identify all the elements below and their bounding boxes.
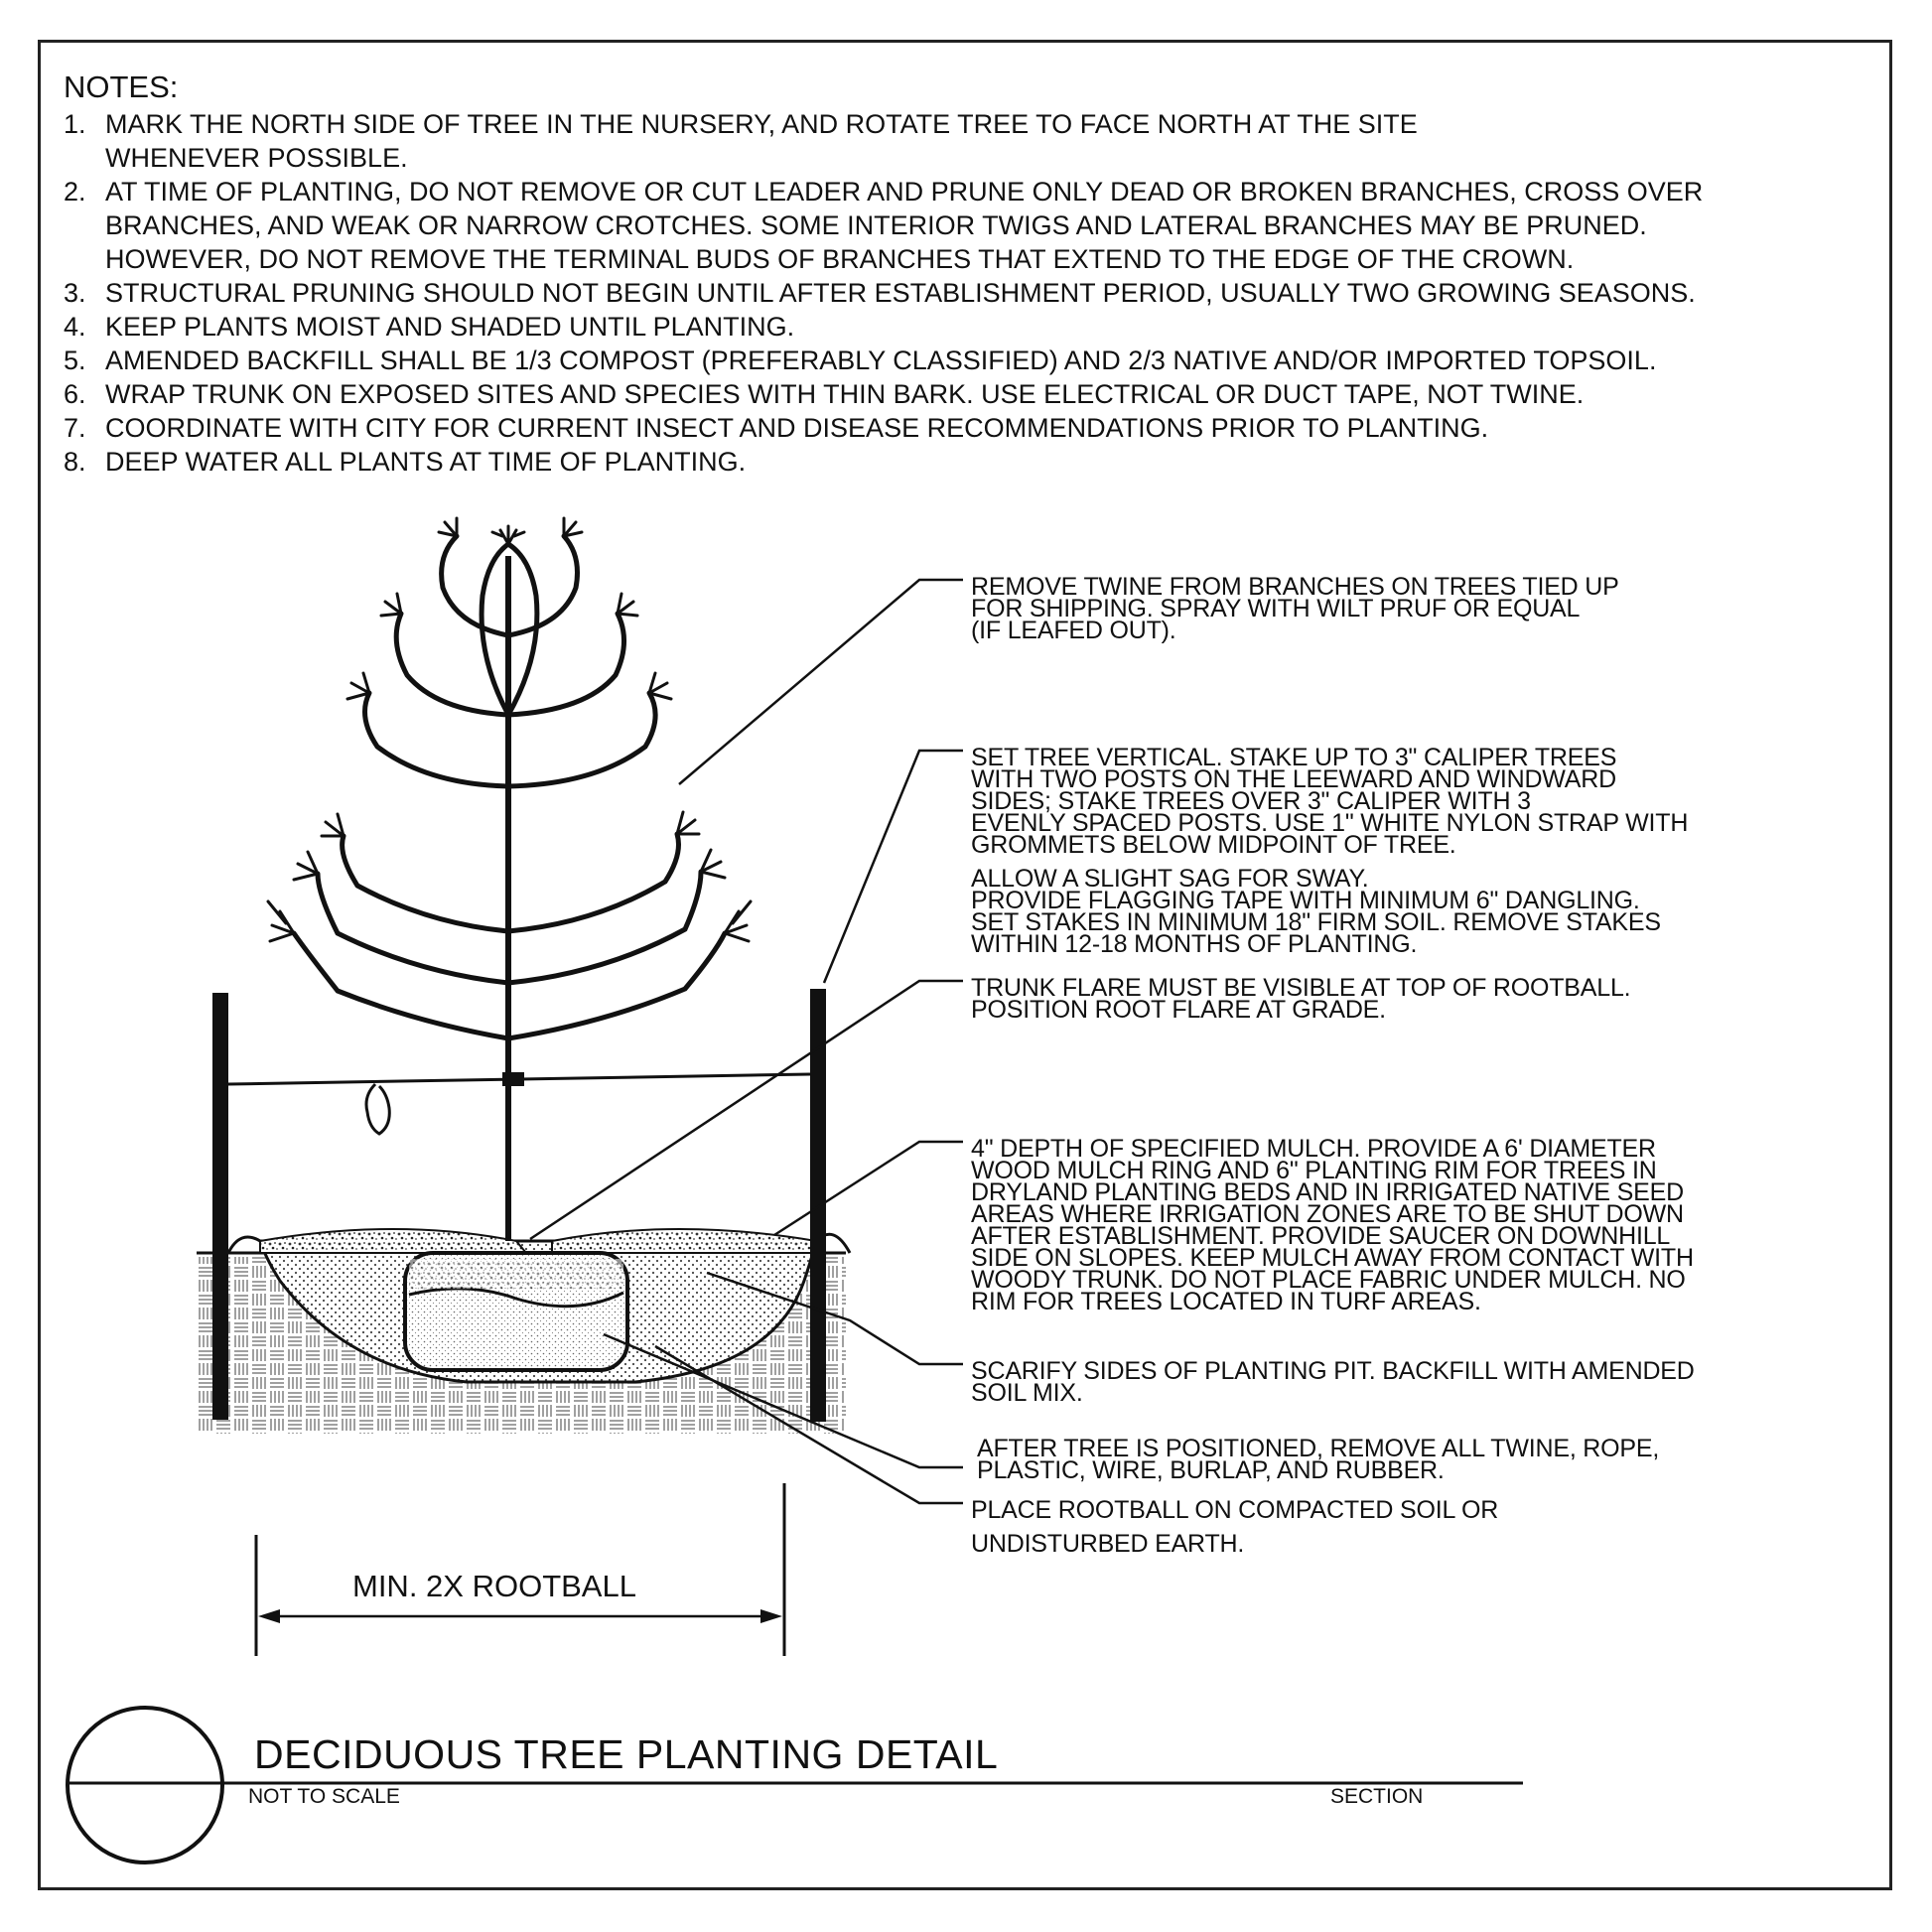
- callout-remove-twine: REMOVE TWINE FROM BRANCHES ON TREES TIED UP FOR SHIPPING. SPRAY WITH WILT PRUF OR EQUAL (IF LEAFED OUT).: [971, 573, 1619, 644]
- callout-set-tree-vertical: SET TREE VERTICAL. STAKE UP TO 3" CALIPER TREES WITH TWO POSTS ON THE LEEWARD AND WINDWARD SIDES; STAKE TREES OVER 3" CALIPER WITH 3 EVENLY SPACED POSTS. USE 1" WHITE NYLON STRAP WITH GROMMETS BELOW MIDPOINT OF TREE.: [971, 744, 1689, 859]
- note-text: STRUCTURAL PRUNING SHOULD NOT BEGIN UNTIL AFTER ESTABLISHMENT PERIOD, USUALLY TWO GROWING SEASONS.: [105, 278, 1696, 308]
- note-number: 7.: [64, 413, 86, 443]
- note-text: DEEP WATER ALL PLANTS AT TIME OF PLANTING.: [105, 447, 747, 477]
- rootball-flare-zone: [409, 1259, 623, 1289]
- drawing-title: DECIDUOUS TREE PLANTING DETAIL: [254, 1731, 999, 1777]
- note-number: 4.: [64, 312, 86, 342]
- stake-right: [810, 989, 826, 1422]
- dimension-label: MIN. 2X ROOTBALL: [352, 1569, 636, 1603]
- note-number: 1.: [64, 109, 86, 139]
- stake-left: [212, 993, 228, 1420]
- planting-rim-left: [228, 1237, 260, 1253]
- dimension-arrow-left: [258, 1609, 280, 1623]
- note-text: AMENDED BACKFILL SHALL BE 1/3 COMPOST (PREFERABLY CLASSIFIED) AND 2/3 NATIVE AND/OR IMPORTED TOPSOIL.: [105, 345, 1657, 375]
- note-text: AT TIME OF PLANTING, DO NOT REMOVE OR CUT LEADER AND PRUNE ONLY DEAD OR BROKEN BRANCHES, CROSS OVER BRANCHES, AND WEAK OR NARROW CROTCHES. SOME INTERIOR TWIGS AND LATERAL BRANCHES MAY BE PRUNED. HOWEVER, DO NOT REMOVE THE TERMINAL BUDS OF BRANCHES THAT EXTEND TO THE EDGE OF THE CROWN.: [105, 177, 1704, 274]
- callout-slight-sag: ALLOW A SLIGHT SAG FOR SWAY. PROVIDE FLAGGING TAPE WITH MINIMUM 6" DANGLING. SET STAKES IN MINIMUM 18" FIRM SOIL. REMOVE STAKES WITHIN 12-18 MONTHS OF PLANTING.: [971, 865, 1661, 958]
- note-number: 8.: [64, 447, 86, 477]
- note-number: 6.: [64, 379, 86, 409]
- view-type-label: SECTION: [1330, 1785, 1424, 1808]
- note-number: 2.: [64, 177, 86, 207]
- callout-mulch: 4" DEPTH OF SPECIFIED MULCH. PROVIDE A 6' DIAMETER WOOD MULCH RING AND 6" PLANTING RIM FOR TREES IN DRYLAND PLANTING BEDS AND IN IRRIGATED NATIVE SEED AREAS WHERE IRRIGATION ZONES ARE TO BE SHUT DOWN AFTER ESTABLISHMENT. PROVIDE SAUCER ON DOWNHILL SIDE ON SLOPES. KEEP MULCH AWAY FROM CONTACT WITH WOODY TRUNK. DO NOT PLACE FABRIC UNDER MULCH. NO RIM FOR TREES LOCATED IN TURF AREAS.: [971, 1135, 1694, 1315]
- flagging-tape: [366, 1084, 389, 1134]
- note-number: 3.: [64, 278, 86, 308]
- callout-trunk-flare: TRUNK FLARE MUST BE VISIBLE AT TOP OF ROOTBALL. POSITION ROOT FLARE AT GRADE.: [971, 974, 1631, 1024]
- notes-heading: NOTES:: [64, 69, 179, 104]
- callout-rootball-placement: PLACE ROOTBALL ON COMPACTED SOIL OR UNDISTURBED EARTH.: [971, 1496, 1499, 1558]
- dimension-arrow-right: [760, 1609, 782, 1623]
- note-text: KEEP PLANTS MOIST AND SHADED UNTIL PLANTING.: [105, 312, 795, 342]
- callout-remove-materials: AFTER TREE IS POSITIONED, REMOVE ALL TWINE, ROPE, PLASTIC, WIRE, BURLAP, AND RUBBER.: [977, 1435, 1660, 1484]
- callout-scarify: SCARIFY SIDES OF PLANTING PIT. BACKFILL WITH AMENDED SOIL MIX.: [971, 1357, 1695, 1407]
- mulch-layer-left: [260, 1229, 526, 1253]
- note-text: COORDINATE WITH CITY FOR CURRENT INSECT AND DISEASE RECOMMENDATIONS PRIOR TO PLANTING.: [105, 413, 1489, 443]
- note-text: MARK THE NORTH SIDE OF TREE IN THE NURSERY, AND ROTATE TREE TO FACE NORTH AT THE SITE WHENEVER POSSIBLE.: [105, 109, 1418, 173]
- detail-callout-circle: [68, 1708, 222, 1863]
- note-number: 5.: [64, 345, 86, 375]
- scale-note: NOT TO SCALE: [248, 1785, 400, 1808]
- note-text: WRAP TRUNK ON EXPOSED SITES AND SPECIES WITH THIN BARK. USE ELECTRICAL OR DUCT TAPE, NOT TWINE.: [105, 379, 1585, 409]
